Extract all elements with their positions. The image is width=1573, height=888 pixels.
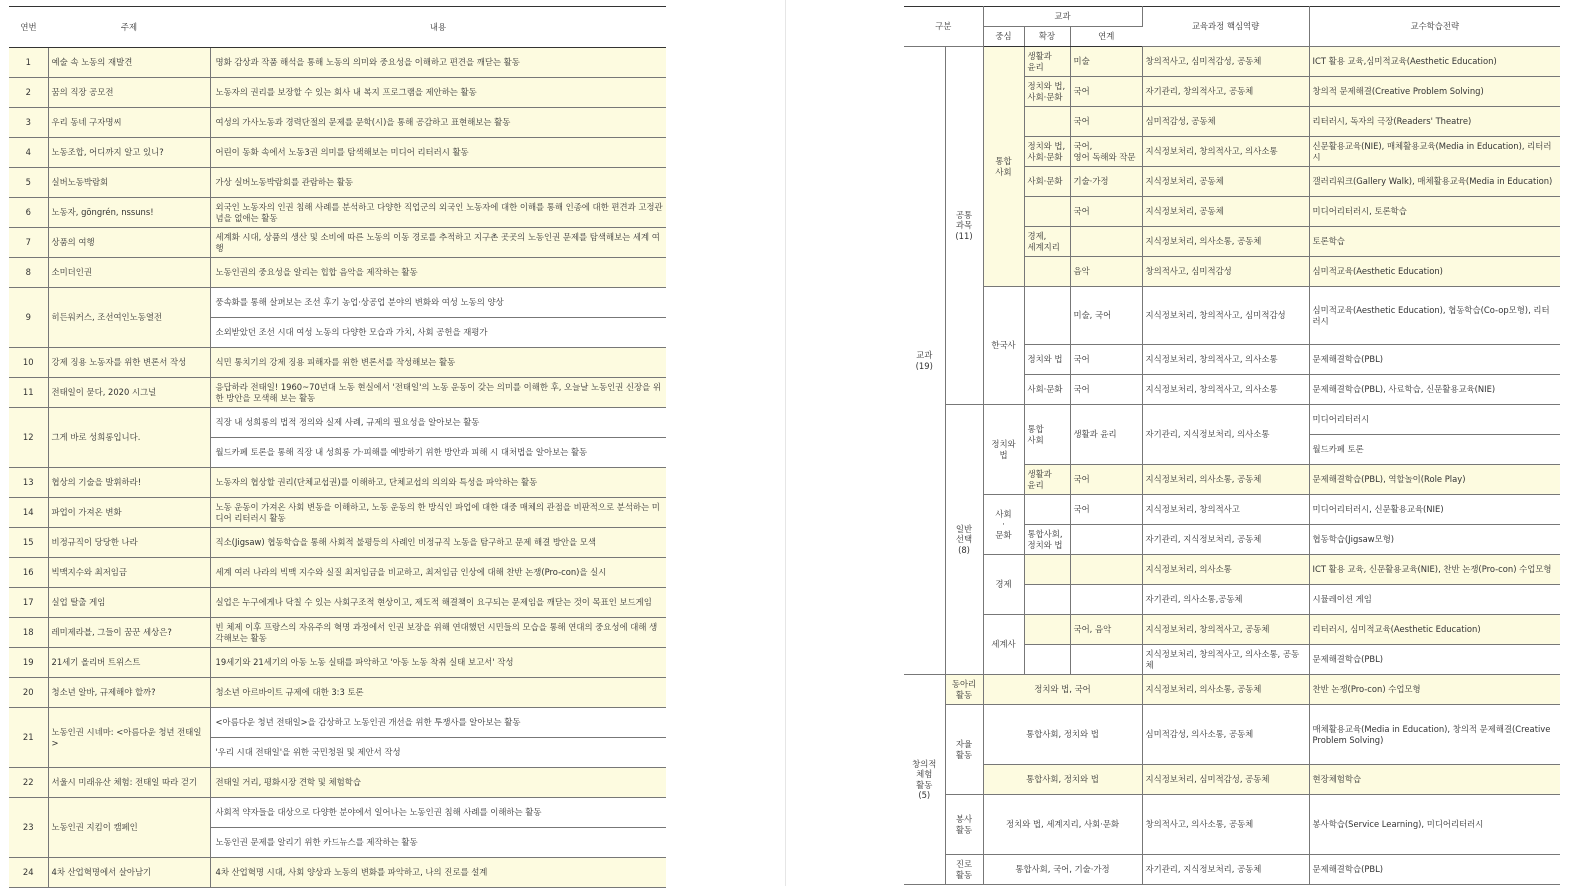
group-volunteer: 봉사 활동 — [945, 795, 983, 855]
group-career: 진로 활동 — [945, 855, 983, 885]
row-topic: 전태일이 묻다, 2020 시그널 — [48, 378, 210, 408]
row-link: 미술, 국어 — [1070, 287, 1142, 345]
table-row — [9, 168, 666, 198]
row-number: 8 — [9, 258, 48, 288]
row-expand — [1024, 495, 1070, 525]
row-number: 20 — [9, 678, 48, 708]
row-content: 외국인 노동자의 인권 침해 사례를 분석하고 다양한 직업군의 외국인 노동자에 대한 이해를 통해 인종에 대한 편견과 고정관념을 없애는 활동 — [210, 198, 666, 228]
table-row — [904, 405, 1560, 435]
row-number: 6 — [9, 198, 48, 228]
row-expand: 통합 사회 — [1024, 405, 1070, 465]
row-strategy: 문제해결학습(PBL), 사료학습, 신문활용교육(NIE) — [1309, 375, 1560, 405]
row-strategy: 협동학습(Jigsaw모형) — [1309, 525, 1560, 555]
activity-list-table — [9, 6, 666, 888]
row-expand — [1024, 107, 1070, 137]
row-strategy: 문제해결학습(PBL) — [1309, 645, 1560, 675]
row-strategy: 미디어리터러시, 토론학습 — [1309, 197, 1560, 227]
row-content: 세계화 시대, 상품의 생산 및 소비에 따른 노동의 이동 경로를 추적하고 지구촌 곳곳의 노동인권 문제를 탐색해보는 세계 여행 — [210, 228, 666, 258]
row-content: 청소년 아르바이트 규제에 대한 3:3 토론 — [210, 678, 666, 708]
curriculum-mapping-table — [904, 6, 1560, 885]
row-number: 18 — [9, 618, 48, 648]
row-link: 국어, 영어 독해와 작문 — [1070, 137, 1142, 167]
table-row — [9, 498, 666, 528]
row-competency: 창의적사고, 심미적감성, 공동체 — [1142, 47, 1309, 77]
table-row — [9, 258, 666, 288]
row-competency: 지식정보처리, 창의적사고, 의사소통 — [1142, 137, 1309, 167]
row-competency: 자기관리, 창의적사고, 공동체 — [1142, 77, 1309, 107]
row-strategy: 매체활용교육(Media in Education), 창의적 문제해결(Creative Problem Solving) — [1309, 705, 1560, 765]
row-content: 노동자의 권리를 보장할 수 있는 회사 내 복지 프로그램을 제안하는 활동 — [210, 78, 666, 108]
table-row — [9, 858, 666, 888]
header-expand: 확장 — [1024, 27, 1070, 47]
row-content: 노동 운동이 가져온 사회 변동을 이해하고, 노동 운동의 한 방식인 파업에 대한 대중 매체의 관점을 비판적으로 분석하는 미디어 리터러시 활동 — [210, 498, 666, 528]
row-number: 11 — [9, 378, 48, 408]
core-politics-law: 정치와 법 — [983, 405, 1024, 495]
group-subject: 교과 (19) — [904, 47, 945, 675]
row-expand: 사회·문화 — [1024, 167, 1070, 197]
row-subjects: 통합사회, 국어, 기술·가정 — [983, 855, 1142, 885]
row-content: 직소(Jigsaw) 협동학습을 통해 사회적 불평등의 사례인 비정규직 노동을 탐구하고 문제 해결 방안을 모색 — [210, 528, 666, 558]
row-expand: 정치와 법 — [1024, 345, 1070, 375]
table-row — [9, 798, 666, 828]
row-topic: 4차 산업혁명에서 살아남기 — [48, 858, 210, 888]
row-content: 노동자의 협상할 권리(단체교섭권)를 이해하고, 단체교섭의 의의와 특성을 파악하는 활동 — [210, 468, 666, 498]
row-content: <아름다운 청년 전태일>을 감상하고 노동인권 개선을 위한 투쟁사를 알아보는 활동 — [210, 708, 666, 738]
row-competency: 지식정보처리, 창의적사고 — [1142, 495, 1309, 525]
row-competency: 자기관리, 지식정보처리, 공동체 — [1142, 525, 1309, 555]
left-page — [0, 0, 785, 886]
row-number: 13 — [9, 468, 48, 498]
row-expand — [1024, 197, 1070, 227]
row-strategy: 심미적교육(Aesthetic Education), 협동학습(Co-op모형), 리터러시 — [1309, 287, 1560, 345]
row-competency: 자기관리, 지식정보처리, 공동체 — [1142, 855, 1309, 885]
row-number: 1 — [9, 48, 48, 78]
row-competency: 지식정보처리, 공동체 — [1142, 197, 1309, 227]
row-number: 12 — [9, 408, 48, 468]
row-topic: 협상의 기술을 발휘하라! — [48, 468, 210, 498]
row-content: 노동인권 문제를 알리기 위한 카드뉴스를 제작하는 활동 — [210, 828, 666, 858]
row-expand: 생활과 윤리 — [1024, 47, 1070, 77]
row-content: 직장 내 성희롱의 법적 정의와 실제 사례, 규제의 필요성을 알아보는 활동 — [210, 408, 666, 438]
group-autonomous: 자율 활동 — [945, 705, 983, 795]
row-number: 23 — [9, 798, 48, 858]
row-strategy: 신문활용교육(NIE), 매체활용교육(Media in Education), 리터러시 — [1309, 137, 1560, 167]
table-row — [9, 108, 666, 138]
table-row — [9, 48, 666, 78]
row-topic: 실업 탈출 게임 — [48, 588, 210, 618]
table-row — [9, 618, 666, 648]
row-competency: 지식정보처리, 창의적사고, 공동체 — [1142, 615, 1309, 645]
table-row — [904, 287, 1560, 345]
row-link — [1070, 525, 1142, 555]
row-expand — [1024, 585, 1070, 615]
row-expand: 정치와 법, 사회·문화 — [1024, 77, 1070, 107]
row-competency: 지식정보처리, 의사소통 — [1142, 555, 1309, 585]
group-general: 일반 선택 (8) — [945, 405, 983, 675]
row-link — [1070, 585, 1142, 615]
row-content: 노동인권의 중요성을 알리는 힙합 음악을 제작하는 활동 — [210, 258, 666, 288]
row-strategy: 문제해결학습(PBL) — [1309, 345, 1560, 375]
row-strategy: 시뮬레이션 게임 — [1309, 585, 1560, 615]
row-number: 24 — [9, 858, 48, 888]
row-topic: 실버노동박람회 — [48, 168, 210, 198]
row-topic: 상품의 여행 — [48, 228, 210, 258]
row-expand: 생활과 윤리 — [1024, 465, 1070, 495]
row-number: 16 — [9, 558, 48, 588]
row-competency: 지식정보처리, 심미적감성, 공동체 — [1142, 765, 1309, 795]
row-expand — [1024, 615, 1070, 645]
core-society-culture: 사회 · 문화 — [983, 495, 1024, 555]
row-content: 소외받았던 조선 시대 여성 노동의 다양한 모습과 가치, 사회 공헌을 재평가 — [210, 318, 666, 348]
table-row — [904, 47, 1560, 77]
row-strategy: 심미적교육(Aesthetic Education) — [1309, 257, 1560, 287]
row-competency: 지식정보처리, 의사소통, 공동체 — [1142, 227, 1309, 257]
row-competency: 심미적감성, 공동체 — [1142, 107, 1309, 137]
row-content: 명화 감상과 작품 해석을 통해 노동의 의미와 중요성을 이해하고 편견을 깨닫는 활동 — [210, 48, 666, 78]
row-strategy: 토론학습 — [1309, 227, 1560, 257]
row-content: 19세기와 21세기의 아동 노동 실태를 파악하고 '아동 노동 착취 실태 보고서' 작성 — [210, 648, 666, 678]
table-row — [9, 138, 666, 168]
table-row — [9, 378, 666, 408]
row-topic: 예술 속 노동의 재발견 — [48, 48, 210, 78]
row-link — [1070, 645, 1142, 675]
core-economy: 경제 — [983, 555, 1024, 615]
row-content: 세계 여러 나라의 빅맥 지수와 실질 최저임금을 비교하고, 최저임금 인상에 대해 찬반 논쟁(Pro-con)을 실시 — [210, 558, 666, 588]
row-topic: 서울시 미래유산 체험: 전태일 따라 걷기 — [48, 768, 210, 798]
row-link: 음악 — [1070, 257, 1142, 287]
row-strategy: 봉사학습(Service Learning), 미디어리터러시 — [1309, 795, 1560, 855]
row-number: 5 — [9, 168, 48, 198]
row-content: 월드카페 토론을 통해 직장 내 성희롱 가·피해를 예방하기 위한 방안과 피해 시 대처법을 알아보는 활동 — [210, 438, 666, 468]
table-row — [904, 555, 1560, 585]
table-row — [904, 795, 1560, 855]
row-strategy: 갤러리워크(Gallery Walk), 매체활용교육(Media in Education) — [1309, 167, 1560, 197]
row-content: 응답하라 전태일! 1960~70년대 노동 현실에서 '전태일'의 노동 운동이 갖는 의미를 이해한 후, 오늘날 노동인권 신장을 위한 방안을 모색해 보는 활동 — [210, 378, 666, 408]
row-content: 식민 통치기의 강제 징용 피해자를 위한 변론서를 작성해보는 활동 — [210, 348, 666, 378]
header-strategy: 교수학습전략 — [1309, 7, 1560, 47]
table-row — [9, 408, 666, 438]
row-link: 기술·가정 — [1070, 167, 1142, 197]
row-link: 국어, 음악 — [1070, 615, 1142, 645]
row-topic: 노동인권 시네마: <아름다운 청년 전태일> — [48, 708, 210, 768]
row-content: 4차 산업혁명 시대, 사회 양상과 노동의 변화를 파악하고, 나의 진로를 설계 — [210, 858, 666, 888]
row-number: 7 — [9, 228, 48, 258]
row-link: 미술 — [1070, 47, 1142, 77]
row-subjects: 통합사회, 정치와 법 — [983, 705, 1142, 765]
row-strategy: 찬반 논쟁(Pro-con) 수업모형 — [1309, 675, 1560, 705]
header-competency: 교육과정 핵심역량 — [1142, 7, 1309, 47]
row-strategy: 미디어리터러시 — [1309, 405, 1560, 435]
group-common: 공통 과목 (11) — [945, 47, 983, 405]
row-topic: 노동인권 지킴이 캠페인 — [48, 798, 210, 858]
row-topic: 노동자, göngrén, nssuns! — [48, 198, 210, 228]
row-link: 국어 — [1070, 77, 1142, 107]
table-row — [9, 678, 666, 708]
row-strategy: 리터러시, 심미적교육(Aesthetic Education) — [1309, 615, 1560, 645]
row-topic: 그게 바로 성희롱입니다. — [48, 408, 210, 468]
header-no: 연번 — [9, 7, 48, 48]
row-link: 국어 — [1070, 465, 1142, 495]
row-number: 3 — [9, 108, 48, 138]
table-row — [9, 288, 666, 318]
row-content: 어린이 동화 속에서 노동3권 의미를 탐색해보는 미디어 리터러시 활동 — [210, 138, 666, 168]
row-competency: 지식정보처리, 창의적사고, 의사소통, 공동체 — [1142, 645, 1309, 675]
table-row — [904, 705, 1560, 765]
group-club: 동아리 활동 — [945, 675, 983, 705]
row-link — [1070, 227, 1142, 257]
core-korean-history: 한국사 — [983, 287, 1024, 405]
row-expand — [1024, 645, 1070, 675]
table-row — [9, 588, 666, 618]
header-category: 구분 — [904, 7, 983, 47]
row-number: 9 — [9, 288, 48, 348]
row-topic: 청소년 알바, 규제해야 할까? — [48, 678, 210, 708]
row-content: '우리 시대 전태일'을 위한 국민청원 및 제안서 작성 — [210, 738, 666, 768]
row-strategy: 창의적 문제해결(Creative Problem Solving) — [1309, 77, 1560, 107]
table-row — [9, 348, 666, 378]
row-number: 19 — [9, 648, 48, 678]
row-competency: 창의적사고, 의사소통, 공동체 — [1142, 795, 1309, 855]
row-topic: 우리 동네 구자명씨 — [48, 108, 210, 138]
table-row — [904, 495, 1560, 525]
table-row — [9, 468, 666, 498]
header-link: 연계 — [1070, 27, 1142, 47]
row-number: 21 — [9, 708, 48, 768]
row-content: 가상 실버노동박람회를 관람하는 활동 — [210, 168, 666, 198]
row-topic: 파업이 가져온 변화 — [48, 498, 210, 528]
header-subject: 교과 — [983, 7, 1142, 27]
core-world-history: 세계사 — [983, 615, 1024, 675]
row-link: 국어 — [1070, 375, 1142, 405]
table-row — [9, 528, 666, 558]
row-link: 국어 — [1070, 197, 1142, 227]
table-row — [9, 78, 666, 108]
row-link: 국어 — [1070, 107, 1142, 137]
row-strategy: 리터러시, 독자의 극장(Readers' Theatre) — [1309, 107, 1560, 137]
row-topic: 꿈의 직장 공모전 — [48, 78, 210, 108]
table-row — [9, 198, 666, 228]
row-content: 전태일 거리, 평화시장 견학 및 체험학습 — [210, 768, 666, 798]
row-link: 국어 — [1070, 495, 1142, 525]
row-number: 15 — [9, 528, 48, 558]
row-expand: 경제, 세계지리 — [1024, 227, 1070, 257]
table-row — [9, 708, 666, 738]
table-row — [9, 648, 666, 678]
row-competency: 지식정보처리, 공동체 — [1142, 167, 1309, 197]
row-number: 14 — [9, 498, 48, 528]
row-competency: 창의적사고, 심미적감성 — [1142, 257, 1309, 287]
row-expand — [1024, 287, 1070, 345]
row-competency: 자기관리, 지식정보처리, 의사소통 — [1142, 405, 1309, 465]
table-row — [904, 675, 1560, 705]
row-competency: 지식정보처리, 의사소통, 공동체 — [1142, 465, 1309, 495]
row-expand: 통합사회, 정치와 법 — [1024, 525, 1070, 555]
row-competency: 자기관리, 의사소통,공동체 — [1142, 585, 1309, 615]
row-topic: 강제 징용 노동자를 위한 변론서 작성 — [48, 348, 210, 378]
row-topic: 레미제라블, 그들이 꿈꾼 세상은? — [48, 618, 210, 648]
row-expand: 정치와 법, 사회·문화 — [1024, 137, 1070, 167]
row-number: 10 — [9, 348, 48, 378]
header-content: 내용 — [210, 7, 666, 48]
row-strategy: ICT 활용 교육,심미적교육(Aesthetic Education) — [1309, 47, 1560, 77]
table-header-row — [904, 7, 1560, 27]
row-competency: 지식정보처리, 창의적사고, 의사소통 — [1142, 375, 1309, 405]
group-creative: 창의적 체험 활동 (5) — [904, 675, 945, 885]
header-core: 중심 — [983, 27, 1024, 47]
row-content: 실업은 누구에게나 닥칠 수 있는 사회구조적 현상이고, 제도적 해결책이 요구되는 문제임을 깨닫는 것이 목표인 보드게임 — [210, 588, 666, 618]
row-subjects: 정치와 법, 국어 — [983, 675, 1142, 705]
row-link: 생활과 윤리 — [1070, 405, 1142, 465]
row-strategy: 월드카페 토론 — [1309, 435, 1560, 465]
table-header-row — [9, 7, 666, 48]
row-topic: 소미더인권 — [48, 258, 210, 288]
row-expand — [1024, 555, 1070, 585]
row-competency: 심미적감성, 의사소통, 공동체 — [1142, 705, 1309, 765]
row-number: 4 — [9, 138, 48, 168]
row-subjects: 정치와 법, 세계지리, 사회·문화 — [983, 795, 1142, 855]
row-topic: 빅맥지수와 최저임금 — [48, 558, 210, 588]
row-content: 사회적 약자들을 대상으로 다양한 분야에서 일어나는 노동인권 침해 사례를 이해하는 활동 — [210, 798, 666, 828]
row-expand — [1024, 257, 1070, 287]
row-topic: 21세기 올리버 트위스트 — [48, 648, 210, 678]
row-content: 풍속화를 통해 살펴보는 조선 후기 농업·상공업 분야의 변화와 여성 노동의 양상 — [210, 288, 666, 318]
header-topic: 주제 — [48, 7, 210, 48]
row-strategy: ICT 활용 교육, 신문활용교육(NIE), 찬반 논쟁(Pro-con) 수업모형 — [1309, 555, 1560, 585]
row-topic: 히든워커스, 조선여인노동열전 — [48, 288, 210, 348]
row-competency: 지식정보처리, 창의적사고, 심미적감성 — [1142, 287, 1309, 345]
table-row — [904, 855, 1560, 885]
row-topic: 비정규직이 당당한 나라 — [48, 528, 210, 558]
table-row — [904, 765, 1560, 795]
table-row — [904, 615, 1560, 645]
table-row — [9, 228, 666, 258]
row-content: 빈 체제 이후 프랑스의 자유주의 혁명 과정에서 인권 보장을 위해 연대했던 시민들의 모습을 통해 연대의 중요성에 대해 생각해보는 활동 — [210, 618, 666, 648]
row-content: 여성의 가사노동과 경력단절의 문제를 문학(시)을 통해 공감하고 표현해보는 활동 — [210, 108, 666, 138]
row-link — [1070, 555, 1142, 585]
table-row — [9, 768, 666, 798]
row-competency: 지식정보처리, 의사소통, 공동체 — [1142, 675, 1309, 705]
page-divider — [785, 0, 786, 886]
row-strategy: 문제해결학습(PBL), 역할놀이(Role Play) — [1309, 465, 1560, 495]
row-expand: 사회·문화 — [1024, 375, 1070, 405]
row-strategy: 현장체험학습 — [1309, 765, 1560, 795]
row-number: 17 — [9, 588, 48, 618]
row-link: 국어 — [1070, 345, 1142, 375]
row-number: 2 — [9, 78, 48, 108]
row-subjects: 통합사회, 정치와 법 — [983, 765, 1142, 795]
row-competency: 지식정보처리, 창의적사고, 의사소통 — [1142, 345, 1309, 375]
table-row — [9, 558, 666, 588]
row-topic: 노동조합, 어디까지 알고 있니? — [48, 138, 210, 168]
row-number: 22 — [9, 768, 48, 798]
core-integrated-social: 통합 사회 — [983, 47, 1024, 287]
row-strategy: 문제해결학습(PBL) — [1309, 855, 1560, 885]
row-strategy: 미디어리터러시, 신문활용교육(NIE) — [1309, 495, 1560, 525]
